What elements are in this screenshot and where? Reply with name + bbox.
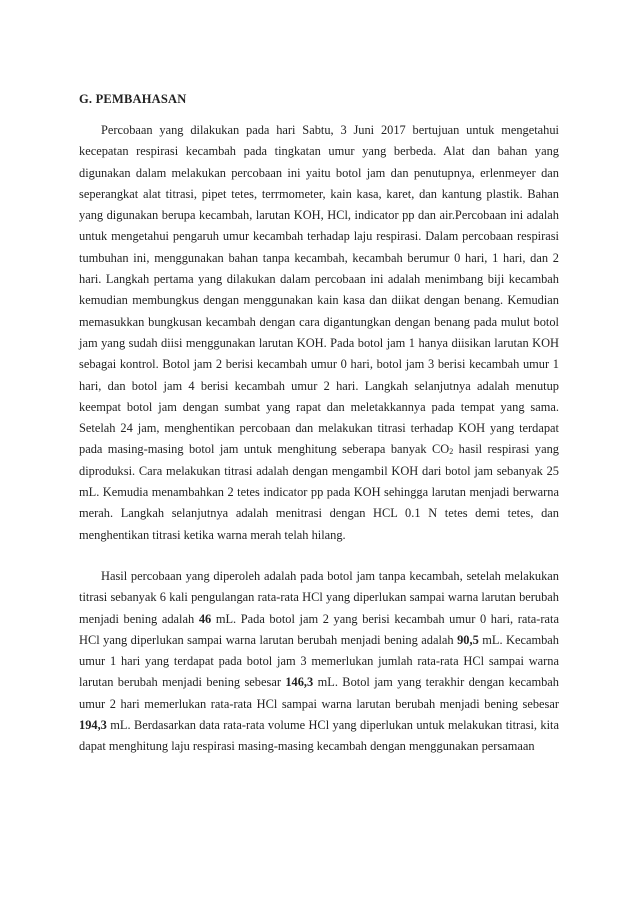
value-day1: 146,3 bbox=[285, 675, 314, 690]
results-text-2: mL. Pada botol jam 2 yang berisi kecambah umur 0 hari, rata-rata HCl yang diperlukan sampai warna larutan berubah menjadi bening adalah bbox=[79, 611, 559, 647]
paragraph-method bbox=[79, 120, 559, 546]
paragraph-results bbox=[79, 566, 559, 758]
value-day2: 194,3 bbox=[79, 718, 107, 733]
value-control: 46 bbox=[198, 611, 212, 626]
paragraph-method-text-cont: hasil respirasi yang diproduksi. Cara melakukan titrasi adalah dengan mengambil KOH dari botol jam sebanyak 25 mL. Kemudia menambahkan 2 tetes indicator pp pada KOH sehingga larutan menjadi berwarna merah. Langkah selanjutnya adalah menitrasi dengan HCL 0.1 N tetes demi tetes, dan menghentikan titrasi ketika warna merah telah hilang. bbox=[79, 442, 559, 542]
results-text-1: Hasil percobaan yang diperoleh adalah pada botol jam tanpa kecambah, setelah melakukan titrasi sebanyak 6 kali pengulangan rata-rata HCl yang diperlukan sampai warna larutan berubah menjadi bening adalah bbox=[79, 569, 559, 626]
section-heading: G. PEMBAHASAN bbox=[79, 92, 187, 106]
co2-subscript: 2 bbox=[449, 447, 454, 457]
value-day0: 90,5 bbox=[457, 632, 479, 647]
paragraph-method-text: Percobaan yang dilakukan pada hari Sabtu, 3 Juni 2017 bertujuan untuk mengetahui kecepatan respirasi kecambah pada tingkatan umur yang berbeda. Alat dan bahan yang digunakan dalam melakukan percobaan ini yaitu botol jam dan penutupnya, erlenmeyer dan seperangkat alat titrasi, pipet tetes, terrmometer, kain kasa, karet, dan kantung plastik. Bahan yang digunakan berupa kecambah, larutan KOH, HCl, indicator pp dan air.Percobaan ini adalah untuk mengetahui pengaruh umur kecambah terhadap laju respirasi. Dalam percobaan respirasi tumbuhan ini, menggunakan bahan tanpa kecambah, kecambah berumur 0 hari, 1 hari, dan 2 hari. Langkah pertama yang dilakukan dalam percobaan ini adalah menimbang biji kecambah kemudian membungkus dengan menggunakan kain kasa dan diikat dengan benang. Kemudian memasukkan bungkusan kecambah dengan cara digantungkan dengan benang pada mulut botol jam yang sudah diisi menggunakan larutan KOH. Pada botol jam 1 hanya diisikan larutan KOH sebagai kontrol. Botol jam 2 berisi kecambah umur 0 hari, botol jam 3 berisi kecambah umur 1 hari, dan botol jam 4 berisi kecambah umur 2 hari. Langkah selanjutnya adalah menutup keempat botol jam dengan sumbat yang rapat dan meletakkannya pada tempat yang sama. Setelah 24 jam, menghentikan percobaan dan melakukan titrasi terhadap KOH yang terdapat pada masing-masing botol jam untuk menghitung seberapa banyak CO bbox=[79, 123, 559, 457]
results-text-3: mL. Kecambah umur 1 hari yang terdapat pada botol jam 3 memerlukan jumlah rata-rata HCl sampai warna larutan berubah menjadi bening sebesar bbox=[79, 632, 559, 690]
results-text-4: mL. Botol jam yang terakhir dengan kecambah umur 2 hari memerlukan rata-rata HCl sampai warna larutan berubah menjadi bening sebesar bbox=[79, 675, 559, 711]
results-text-5: mL. Berdasarkan data rata-rata volume HCl yang diperlukan untuk melakukan titrasi, kita dapat menghitung laju respirasi masing-masing kecambah dengan menggunakan persamaan bbox=[79, 718, 559, 754]
